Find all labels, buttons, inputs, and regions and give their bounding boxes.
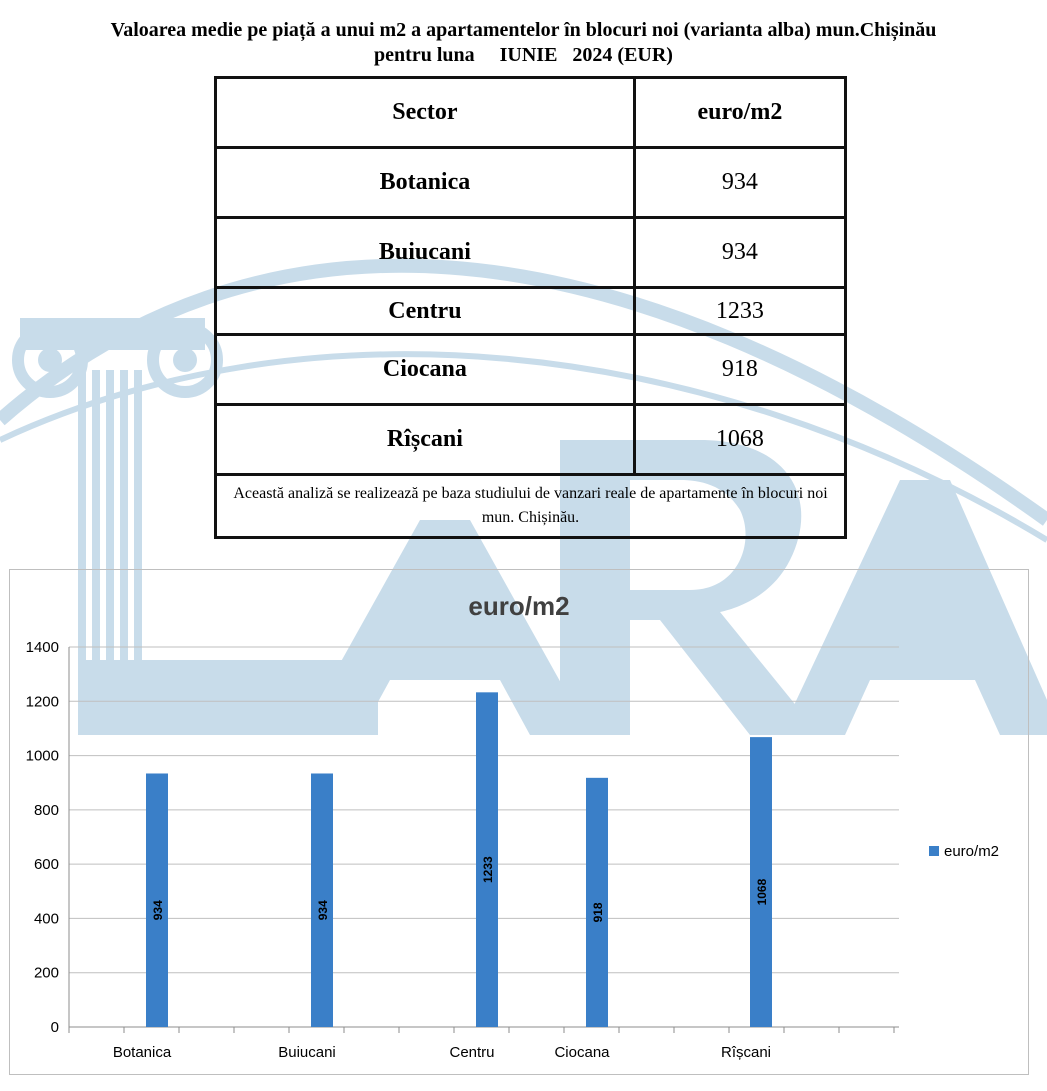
data-label: 1233 xyxy=(481,856,495,884)
sector-cell: Centru xyxy=(216,288,635,335)
y-tick-label: 0 xyxy=(50,1019,59,1036)
value-cell: 918 xyxy=(634,335,845,405)
price-table xyxy=(214,76,847,539)
chart-title: euro/m2 xyxy=(468,591,570,621)
sector-cell: Ciocana xyxy=(216,335,635,405)
x-category-label: Buiucani xyxy=(278,1044,336,1061)
bar-chart xyxy=(9,569,1029,1075)
x-category-label: Rîșcani xyxy=(720,1044,772,1061)
value-cell: 1068 xyxy=(634,405,845,475)
x-category-label: Centru xyxy=(449,1044,495,1061)
y-tick-label: 1200 xyxy=(25,693,59,711)
data-label: 918 xyxy=(591,902,605,923)
y-tick-label: 200 xyxy=(33,964,59,982)
value-cell: 934 xyxy=(634,218,845,288)
table-row xyxy=(216,335,846,405)
x-category-label: Botanica xyxy=(112,1044,172,1061)
y-tick-label: 1000 xyxy=(25,747,59,765)
title-line-1: Valoarea medie pe piață a unui m2 a apartamentelor în blocuri noi (varianta alba) mun.Chișinău xyxy=(110,19,937,41)
legend-label: euro/m2 xyxy=(944,843,1000,860)
table-header-row xyxy=(216,78,846,148)
data-label: 1068 xyxy=(755,878,769,906)
data-label: 934 xyxy=(151,900,165,921)
sector-cell: Rîșcani xyxy=(216,405,635,475)
sector-cell: Buiucani xyxy=(216,218,635,288)
title-line-2: pentru luna IUNIE 2024 (EUR) xyxy=(374,44,673,66)
y-tick-label: 800 xyxy=(33,801,59,819)
table-row xyxy=(216,148,846,218)
y-tick-label: 1400 xyxy=(25,639,59,656)
y-tick-label: 400 xyxy=(33,910,59,928)
sector-cell: Botanica xyxy=(216,148,635,218)
table-note: Această analiză se realizează pe baza studiului de vanzari reale de apartamente în blocuri noi mun. Chișinău. xyxy=(216,475,846,538)
page-title xyxy=(0,18,1047,68)
value-cell: 1233 xyxy=(634,288,845,335)
y-tick-label: 600 xyxy=(33,856,59,874)
table-row xyxy=(216,405,846,475)
table-row xyxy=(216,218,846,288)
x-category-label: Ciocana xyxy=(554,1044,610,1061)
table-row xyxy=(216,288,846,335)
legend-swatch xyxy=(929,846,939,856)
header-value: euro/m2 xyxy=(634,78,845,148)
header-sector: Sector xyxy=(216,78,635,148)
value-cell: 934 xyxy=(634,148,845,218)
data-label: 934 xyxy=(316,900,330,921)
table-note-row xyxy=(216,475,846,538)
